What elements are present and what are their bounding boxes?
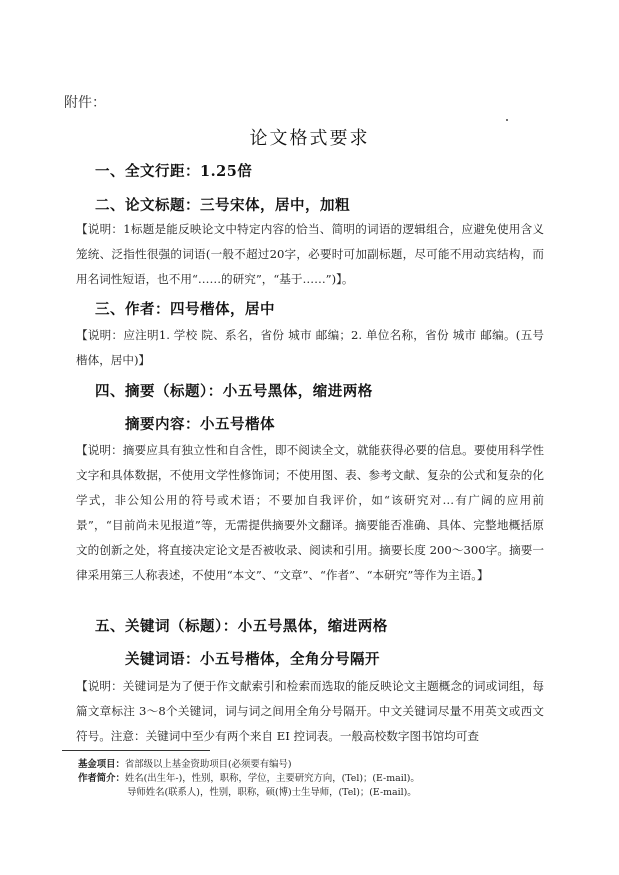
keywords-note: 【说明：关键词是为了便于作文献索引和检索而选取的能反映论文主题概念的词或词组，每篇文章标注 3～8个关键词，词与词之间用全角分号隔开。中文关键词尽量不用英文或西文符号。注意：关键词中至少有两个来自 EI 控词表。一般高校数字图书馆均可查	[76, 679, 544, 743]
attachment-label: 附件：	[64, 95, 106, 111]
abstract-content-rule: 摘要内容：小五号楷体	[125, 416, 275, 433]
footnote-divider	[62, 750, 210, 751]
author-note: 【说明：应注明1. 学校 院、系名，省份 城市 邮编；2. 单位名称，省份 城市 邮编。(五号楷体，居中)】	[76, 328, 544, 367]
section-paper-title: 二、论文标题：三号宋体，居中，加粗	[95, 197, 350, 214]
keywords-content-rule: 关键词语：小五号楷体，全角分号隔开	[125, 651, 380, 668]
author-bio-text: 姓名(出生年-)，性别，职称，学位，主要研究方向，(Tel)；(E-mail)。	[124, 773, 420, 784]
document-title: 论文格式要求	[249, 128, 370, 149]
fund-text: 省部级以上基金资助项目(必须要有编号)	[124, 759, 292, 770]
footnote-fund	[78, 756, 292, 770]
fund-label: 基金项目：	[78, 759, 125, 770]
abstract-note: 【说明：摘要应具有独立性和自含性，即不阅读全文，就能获得必要的信息。要使用科学性文字和具体数据，不使用文学性修饰词；不使用图、表、参考文献、复杂的公式和复杂的化学式，非公知公用的符号或术语；不要加自我评价，如“该研究对…有广阔的应用前景”，“目前尚未见报道”等，无需提供摘要外文翻译。摘要能否准确、具体、完整地概括原文的创新之处，将直接决定论文是否被收录、阅读和引用。摘要长度 200～300字。摘要一律采用第三人称表述，不使用“本文”、“文章”、“作者”、“本研究”等作为主语。】	[76, 443, 544, 582]
footnote-advisor: 导师姓名(联系人)，性别，职称，硕(博)士生导师，(Tel)；(E-mail)。	[127, 787, 417, 798]
section-keywords: 五、关键词（标题）：小五号黑体，缩进两格	[95, 618, 388, 635]
section-author: 三、作者：四号楷体，居中	[95, 301, 275, 318]
paper-title-note: 【说明：1标题是能反映论文中特定内容的恰当、简明的词语的逻辑组合，应避免使用含义笼统、泛指性很强的词语(一般不超过20字，必要时可加副标题，尽可能不用动宾结构，而用名词性短语，也不用“……的研究”，“基于……”)】。	[76, 222, 544, 286]
author-bio-label: 作者简介：	[78, 773, 125, 784]
section-abstract: 四、摘要（标题）：小五号黑体，缩进两格	[95, 383, 373, 400]
footnote-author	[78, 770, 420, 784]
section-line-spacing: 一、全文行距：1.25倍	[95, 163, 253, 180]
scan-speck	[506, 119, 508, 121]
